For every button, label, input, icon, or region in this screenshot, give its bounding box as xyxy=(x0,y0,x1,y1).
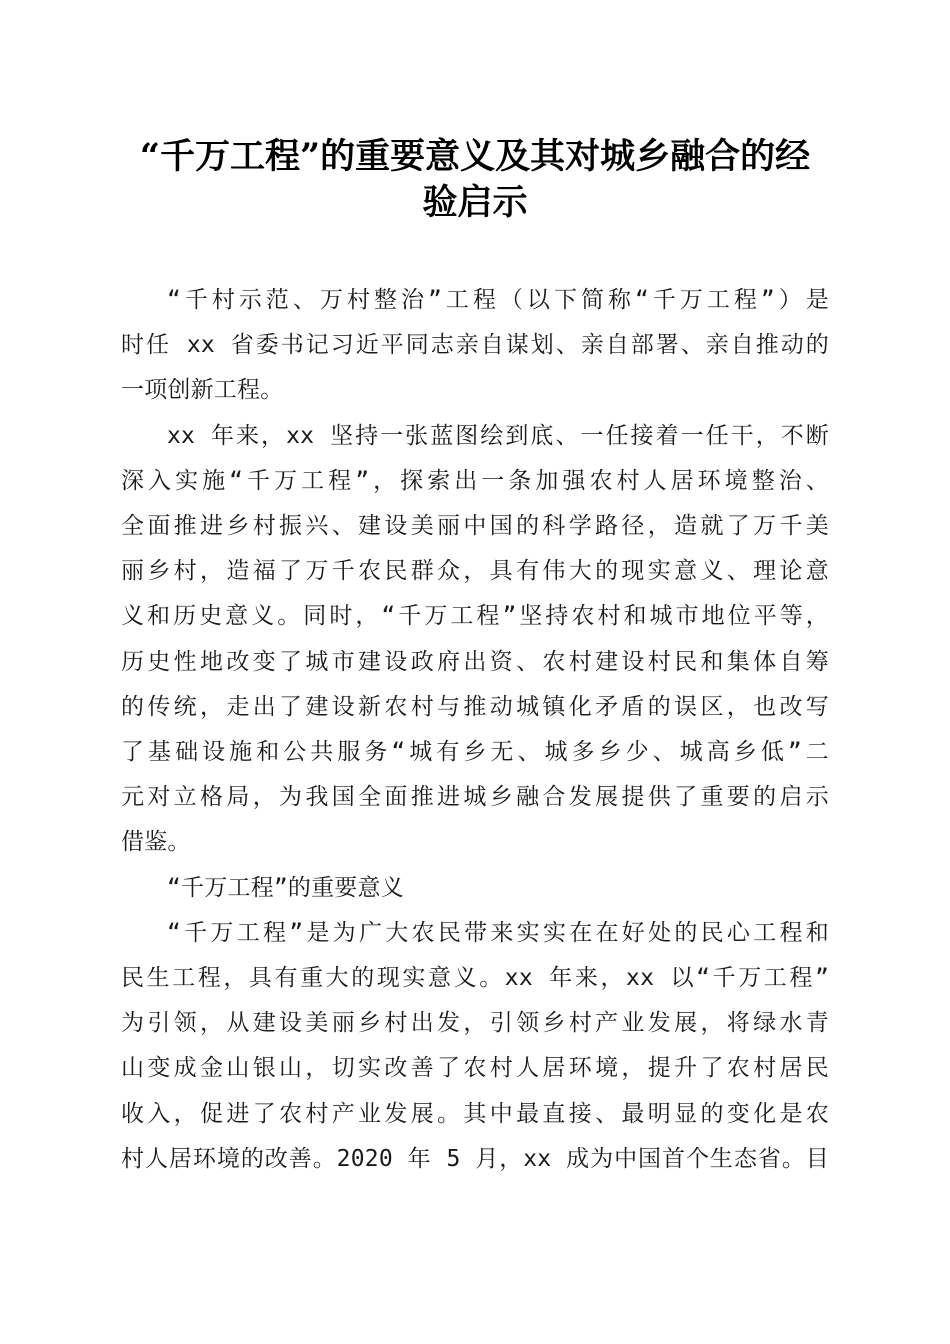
text-line: 村人居环境的改善。2020 年 5 月，xx 成为中国首个生态省。目 xyxy=(121,1145,829,1172)
section-heading xyxy=(121,866,829,911)
text-line: 为引领，从建设美丽乡村出发，引领乡村产业发展，将绿水青 xyxy=(121,1010,829,1037)
text-line: 全面推进乡村振兴、建设美丽中国的科学路径，造就了万千美 xyxy=(121,513,829,540)
text-line: 深入实施“千万工程”，探索出一条加强农村人居环境整治、 xyxy=(121,467,829,494)
text-line: 的传统，走出了建设新农村与推动城镇化矛盾的误区，也改写 xyxy=(121,693,829,720)
text-line: 历史性地改变了城市建设政府出资、农村建设村民和集体自筹 xyxy=(121,648,829,675)
text-line: 丽乡村，造福了万千农民群众，具有伟大的现实意义、理论意 xyxy=(121,558,829,585)
text-line: 时任 xx 省委书记习近平同志亲自谋划、亲自部署、亲自推动的 xyxy=(121,332,829,359)
text-line: 山变成金山银山，切实改善了农村人居环境，提升了农村居民 xyxy=(121,1055,829,1082)
document-title xyxy=(120,134,830,226)
text-line: 民生工程，具有重大的现实意义。xx 年来，xx 以“千万工程” xyxy=(121,965,829,992)
text-line: xx 年来，xx 坚持一张蓝图绘到底、一任接着一任干，不断 xyxy=(167,422,829,449)
section-heading-text: “千万工程”的重要意义 xyxy=(167,874,404,901)
paragraph-intro xyxy=(121,278,829,414)
paragraph-overview xyxy=(121,414,829,866)
text-line: 义和历史意义。同时，“千万工程”坚持农村和城市地位平等， xyxy=(121,603,829,630)
text-line: 收入，促进了农村产业发展。其中最直接、最明显的变化是农 xyxy=(121,1100,829,1127)
text-line: 了基础设施和公共服务“城有乡无、城多乡少、城高乡低”二 xyxy=(121,739,829,766)
title-line-1: “千万工程”的重要意义及其对城乡融合的经 xyxy=(139,136,811,177)
document-body xyxy=(121,278,829,1182)
text-line: “千万工程”是为广大农民带来实实在在好处的民心工程和 xyxy=(167,919,829,946)
text-line: “千村示范、万村整治”工程（以下简称“千万工程”）是 xyxy=(167,287,829,313)
title-line-2: 验启示 xyxy=(422,182,528,223)
text-line: 借鉴。 xyxy=(121,829,191,856)
text-line: 元对立格局，为我国全面推进城乡融合发展提供了重要的启示 xyxy=(121,784,829,811)
text-line: 一项创新工程。 xyxy=(121,377,284,404)
paragraph-significance xyxy=(121,911,829,1182)
